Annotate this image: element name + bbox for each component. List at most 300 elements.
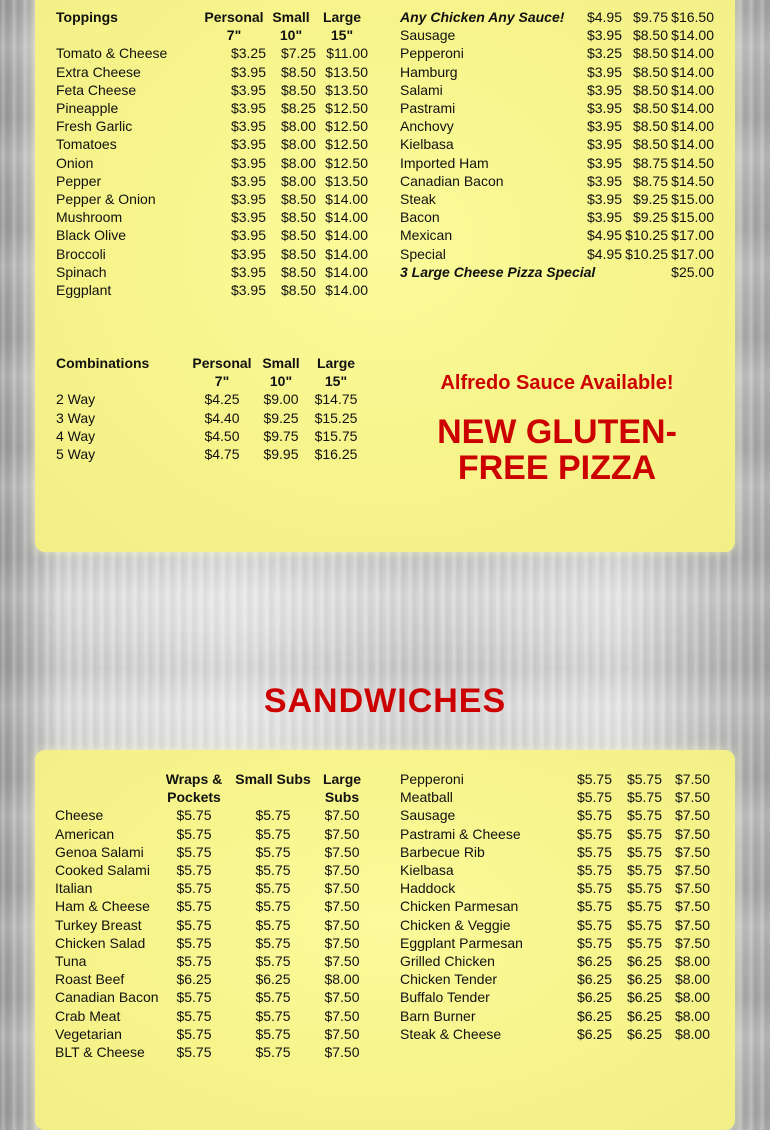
item-name: BLT & Cheese bbox=[55, 1044, 145, 1061]
item-price: $6.25 bbox=[626, 989, 662, 1006]
item-name: American bbox=[55, 825, 115, 842]
item-name: Imported Ham bbox=[400, 154, 489, 171]
menu-row bbox=[56, 99, 368, 117]
menu-row bbox=[55, 988, 365, 1006]
item-name: Mexican bbox=[400, 227, 453, 244]
item-price: $14.00 bbox=[671, 118, 714, 135]
menu-row bbox=[400, 916, 710, 934]
item-name: Salami bbox=[400, 81, 443, 98]
item-price: $6.25 bbox=[626, 1025, 662, 1042]
item-price: $7.50 bbox=[674, 862, 710, 879]
menu-row bbox=[56, 409, 364, 427]
item-name: Mushroom bbox=[56, 209, 123, 226]
item-price: $10.25 bbox=[625, 245, 668, 262]
item-name: Haddock bbox=[400, 880, 456, 897]
menu-row bbox=[400, 1025, 710, 1043]
item-price: $14.00 bbox=[325, 245, 368, 262]
item-price: $3.95 bbox=[586, 100, 622, 117]
item-price: $3.95 bbox=[230, 63, 266, 80]
item-price: $8.50 bbox=[632, 27, 668, 44]
item-price: $8.50 bbox=[632, 63, 668, 80]
item-price: $7.50 bbox=[324, 898, 360, 915]
item-price: $8.50 bbox=[280, 263, 316, 280]
item-price: $7.50 bbox=[674, 825, 710, 842]
item-price: $3.95 bbox=[230, 81, 266, 98]
toppings-header-row bbox=[56, 8, 368, 44]
item-price: $4.95 bbox=[586, 245, 622, 262]
item-price: $14.00 bbox=[671, 136, 714, 153]
menu-row bbox=[56, 245, 368, 263]
menu-row bbox=[55, 806, 365, 824]
item-name: Pastrami & Cheese bbox=[400, 825, 521, 842]
item-price: $9.25 bbox=[632, 209, 668, 226]
item-price: $5.75 bbox=[255, 1007, 291, 1024]
item-price: $7.50 bbox=[674, 934, 710, 951]
cheese-special-row bbox=[400, 263, 714, 281]
item-price: $5.75 bbox=[176, 843, 212, 860]
item-name: Barn Burner bbox=[400, 1007, 476, 1024]
sandwiches-table-right bbox=[400, 770, 710, 1043]
menu-row bbox=[400, 843, 710, 861]
item-price: $5.75 bbox=[255, 934, 291, 951]
item-price: $4.50 bbox=[204, 427, 240, 444]
item-name: Black Olive bbox=[56, 227, 127, 244]
menu-row bbox=[55, 897, 365, 915]
item-price: $5.75 bbox=[255, 807, 291, 824]
item-price: $8.75 bbox=[632, 172, 668, 189]
item-name: Bacon bbox=[400, 209, 440, 226]
menu-row bbox=[400, 988, 710, 1006]
item-price: $5.75 bbox=[255, 1025, 291, 1042]
personal-header: Personal 7" bbox=[204, 9, 264, 44]
item-price: $9.95 bbox=[263, 446, 299, 463]
item-price: $5.75 bbox=[255, 825, 291, 842]
sandwich-header-row bbox=[55, 770, 365, 806]
item-price: $5.75 bbox=[626, 771, 662, 787]
menu-row bbox=[55, 843, 365, 861]
item-name: Tuna bbox=[55, 953, 87, 970]
item-price: $7.50 bbox=[324, 1025, 360, 1042]
item-price: $8.25 bbox=[280, 100, 316, 117]
item-price: $15.25 bbox=[314, 409, 358, 426]
menu-row bbox=[56, 226, 368, 244]
item-name: Kielbasa bbox=[400, 862, 454, 879]
menu-row bbox=[400, 897, 710, 915]
item-price: $5.75 bbox=[176, 934, 212, 951]
item-price: $8.50 bbox=[632, 45, 668, 62]
item-price: $5.75 bbox=[176, 1007, 212, 1024]
item-price: $12.50 bbox=[325, 154, 368, 171]
item-name: Anchovy bbox=[400, 118, 454, 135]
item-price: $5.75 bbox=[576, 898, 612, 915]
gluten-free-notice: NEW GLUTEN-FREE PIZZA bbox=[437, 413, 677, 487]
item-price: $7.50 bbox=[674, 771, 710, 787]
item-price: $5.75 bbox=[576, 880, 612, 897]
item-price: $14.00 bbox=[671, 81, 714, 98]
item-name: Barbecue Rib bbox=[400, 843, 485, 860]
item-name: Pepper bbox=[56, 172, 102, 189]
item-name: Pepper & Onion bbox=[56, 191, 156, 208]
menu-row bbox=[400, 135, 714, 153]
cheese-special-label: 3 Large Cheese Pizza Special bbox=[400, 263, 596, 280]
item-price: $7.50 bbox=[674, 843, 710, 860]
item-price: $5.75 bbox=[626, 934, 662, 951]
item-price: $8.00 bbox=[280, 172, 316, 189]
item-name: 5 Way bbox=[56, 446, 96, 463]
item-price: $3.25 bbox=[230, 45, 266, 62]
item-price: $8.00 bbox=[280, 136, 316, 153]
item-price: $5.75 bbox=[255, 862, 291, 879]
item-price: $5.75 bbox=[576, 807, 612, 824]
item-name: 3 Way bbox=[56, 409, 96, 426]
large-subs-header: Large Subs bbox=[322, 771, 362, 806]
item-price: $7.50 bbox=[324, 916, 360, 933]
item-price: $7.50 bbox=[324, 880, 360, 897]
item-price: $8.00 bbox=[674, 989, 710, 1006]
small-header: Small 10" bbox=[262, 355, 300, 390]
menu-row bbox=[55, 970, 365, 988]
item-price: $5.75 bbox=[576, 789, 612, 806]
item-name: Canadian Bacon bbox=[55, 989, 159, 1006]
item-name: Steak & Cheese bbox=[400, 1025, 502, 1042]
item-name: Onion bbox=[56, 154, 94, 171]
item-price: $5.75 bbox=[626, 807, 662, 824]
item-name: Roast Beef bbox=[55, 971, 125, 988]
item-name: Cooked Salami bbox=[55, 862, 150, 879]
menu-row bbox=[55, 861, 365, 879]
item-price: $6.25 bbox=[626, 971, 662, 988]
item-price: $5.75 bbox=[255, 989, 291, 1006]
item-price: $14.50 bbox=[671, 172, 714, 189]
item-price: $8.50 bbox=[280, 63, 316, 80]
item-price: $5.75 bbox=[576, 934, 612, 951]
item-price: $9.75 bbox=[632, 9, 668, 25]
item-price: $3.95 bbox=[230, 191, 266, 208]
item-price: $16.50 bbox=[671, 9, 714, 25]
menu-row bbox=[400, 172, 714, 190]
item-price: $14.50 bbox=[671, 154, 714, 171]
item-name: Spinach bbox=[56, 263, 107, 280]
item-name: Cheese bbox=[55, 807, 104, 824]
item-price: $14.00 bbox=[671, 27, 714, 44]
item-price: $7.50 bbox=[324, 862, 360, 879]
item-price: $5.75 bbox=[176, 880, 212, 897]
menu-row bbox=[400, 788, 710, 806]
item-price: $7.50 bbox=[674, 807, 710, 824]
item-price: $10.25 bbox=[625, 227, 668, 244]
menu-row bbox=[400, 190, 714, 208]
item-price: $4.95 bbox=[586, 227, 622, 244]
small-subs-header: Small Subs bbox=[235, 771, 311, 787]
item-price: $8.50 bbox=[632, 81, 668, 98]
menu-row bbox=[56, 117, 368, 135]
menu-row bbox=[400, 99, 714, 117]
menu-row bbox=[400, 825, 710, 843]
item-name: Steak bbox=[400, 191, 436, 208]
item-price: $16.25 bbox=[314, 446, 358, 463]
small-header: Small 10" bbox=[272, 9, 310, 44]
item-price: $7.50 bbox=[674, 789, 710, 806]
item-price: $7.50 bbox=[324, 807, 360, 824]
item-name: 4 Way bbox=[56, 427, 96, 444]
menu-row bbox=[56, 63, 368, 81]
item-price: $5.75 bbox=[255, 898, 291, 915]
item-price: $6.25 bbox=[576, 1007, 612, 1024]
item-price: $5.75 bbox=[255, 916, 291, 933]
item-price: $3.95 bbox=[586, 81, 622, 98]
item-price: $7.50 bbox=[324, 1044, 360, 1061]
menu-row bbox=[56, 263, 368, 281]
item-price: $3.95 bbox=[230, 172, 266, 189]
item-price: $14.00 bbox=[325, 227, 368, 244]
item-price: $3.95 bbox=[586, 27, 622, 44]
item-price: $3.95 bbox=[230, 154, 266, 171]
item-price: $8.50 bbox=[280, 81, 316, 98]
menu-row bbox=[400, 245, 714, 263]
menu-row bbox=[56, 172, 368, 190]
item-price: $6.25 bbox=[576, 971, 612, 988]
menu-row bbox=[400, 26, 714, 44]
item-price: $5.75 bbox=[626, 916, 662, 933]
item-price: $9.25 bbox=[263, 409, 299, 426]
item-price: $14.00 bbox=[325, 282, 368, 299]
menu-row bbox=[55, 916, 365, 934]
item-price: $6.25 bbox=[626, 1007, 662, 1024]
item-price: $7.50 bbox=[324, 843, 360, 860]
item-price: $9.75 bbox=[263, 427, 299, 444]
item-name: Pepperoni bbox=[400, 45, 464, 62]
menu-row bbox=[400, 861, 710, 879]
item-price: $15.75 bbox=[314, 427, 358, 444]
item-name: Crab Meat bbox=[55, 1007, 121, 1024]
item-price: $8.50 bbox=[280, 227, 316, 244]
item-price: $5.75 bbox=[176, 862, 212, 879]
item-price: $5.75 bbox=[576, 862, 612, 879]
item-price: $5.75 bbox=[176, 898, 212, 915]
item-name: Pastrami bbox=[400, 100, 456, 117]
item-price: $3.95 bbox=[230, 263, 266, 280]
item-price: $3.95 bbox=[230, 136, 266, 153]
item-price: $5.75 bbox=[626, 898, 662, 915]
menu-row bbox=[400, 63, 714, 81]
item-price: $9.00 bbox=[263, 391, 299, 408]
item-name: Meatball bbox=[400, 789, 453, 806]
item-name: Sausage bbox=[400, 27, 456, 44]
item-price: $4.75 bbox=[204, 446, 240, 463]
menu-row bbox=[56, 154, 368, 172]
item-price: $5.75 bbox=[255, 1044, 291, 1061]
item-name: Chicken Salad bbox=[55, 934, 146, 951]
item-price: $8.50 bbox=[632, 118, 668, 135]
item-name: Buffalo Tender bbox=[400, 989, 490, 1006]
item-name: Pepperoni bbox=[400, 771, 464, 787]
item-price: $3.95 bbox=[230, 227, 266, 244]
item-price: $5.75 bbox=[176, 825, 212, 842]
item-price: $3.95 bbox=[230, 209, 266, 226]
item-price: $14.00 bbox=[325, 209, 368, 226]
item-price: $3.95 bbox=[230, 282, 266, 299]
item-price: $4.95 bbox=[586, 9, 622, 25]
item-price: $17.00 bbox=[671, 245, 714, 262]
sandwiches-table-left bbox=[55, 770, 365, 1061]
item-price: $5.75 bbox=[626, 862, 662, 879]
any-chicken-label: Any Chicken Any Sauce! bbox=[400, 9, 565, 25]
item-price: $5.75 bbox=[255, 843, 291, 860]
menu-row bbox=[400, 208, 714, 226]
item-price: $7.25 bbox=[280, 45, 316, 62]
item-price: $6.25 bbox=[576, 989, 612, 1006]
wraps-header: Wraps & Pockets bbox=[165, 771, 223, 806]
item-price: $8.50 bbox=[632, 100, 668, 117]
item-price: $5.75 bbox=[626, 880, 662, 897]
item-name: Canadian Bacon bbox=[400, 172, 504, 189]
item-price: $8.50 bbox=[280, 191, 316, 208]
item-name: Hamburg bbox=[400, 63, 458, 80]
item-name: Genoa Salami bbox=[55, 843, 144, 860]
menu-row bbox=[55, 1025, 365, 1043]
item-price: $5.75 bbox=[576, 825, 612, 842]
item-price: $14.00 bbox=[671, 63, 714, 80]
item-price: $13.50 bbox=[325, 63, 368, 80]
item-price: $8.00 bbox=[324, 971, 360, 988]
item-price: $9.25 bbox=[632, 191, 668, 208]
item-price: $5.75 bbox=[626, 843, 662, 860]
item-name: Feta Cheese bbox=[56, 81, 137, 98]
item-price: $8.50 bbox=[280, 245, 316, 262]
item-name: Turkey Breast bbox=[55, 916, 142, 933]
menu-row bbox=[400, 952, 710, 970]
menu-row bbox=[56, 190, 368, 208]
item-price: $7.50 bbox=[324, 953, 360, 970]
large-header: Large 15" bbox=[316, 355, 356, 390]
item-name: Extra Cheese bbox=[56, 63, 141, 80]
menu-row bbox=[400, 81, 714, 99]
item-price: $3.95 bbox=[586, 191, 622, 208]
item-price: $14.00 bbox=[671, 45, 714, 62]
item-price: $3.95 bbox=[586, 209, 622, 226]
item-name: Chicken & Veggie bbox=[400, 916, 511, 933]
item-name: Sausage bbox=[400, 807, 456, 824]
item-name: Fresh Garlic bbox=[56, 118, 133, 135]
item-price: $5.75 bbox=[255, 880, 291, 897]
item-price: $7.50 bbox=[324, 934, 360, 951]
item-name: Pineapple bbox=[56, 100, 119, 117]
item-price: $5.75 bbox=[576, 843, 612, 860]
menu-row bbox=[55, 879, 365, 897]
menu-row bbox=[55, 1007, 365, 1025]
item-price: $15.00 bbox=[671, 191, 714, 208]
item-price: $5.75 bbox=[176, 1025, 212, 1042]
item-price: $13.50 bbox=[325, 81, 368, 98]
item-name: Chicken Parmesan bbox=[400, 898, 519, 915]
item-price: $5.75 bbox=[576, 771, 612, 787]
item-name: Vegetarian bbox=[55, 1025, 122, 1042]
item-price: $3.95 bbox=[230, 100, 266, 117]
menu-row bbox=[56, 44, 368, 62]
menu-row bbox=[56, 81, 368, 99]
item-price: $5.75 bbox=[176, 807, 212, 824]
menu-row bbox=[56, 427, 364, 445]
item-price: $6.25 bbox=[176, 971, 212, 988]
item-price: $3.95 bbox=[230, 118, 266, 135]
item-price: $5.75 bbox=[255, 953, 291, 970]
large-header: Large 15" bbox=[322, 9, 362, 44]
menu-row bbox=[56, 390, 364, 408]
item-price: $7.50 bbox=[324, 989, 360, 1006]
item-price: $7.50 bbox=[324, 825, 360, 842]
item-price: $6.25 bbox=[255, 971, 291, 988]
item-price: $14.00 bbox=[671, 100, 714, 117]
item-name: Kielbasa bbox=[400, 136, 454, 153]
item-price: $6.25 bbox=[576, 953, 612, 970]
item-price: $7.50 bbox=[674, 898, 710, 915]
menu-row bbox=[400, 117, 714, 135]
item-price: $8.00 bbox=[674, 971, 710, 988]
menu-row bbox=[55, 825, 365, 843]
item-price: $3.95 bbox=[586, 172, 622, 189]
item-name: Italian bbox=[55, 880, 93, 897]
item-price: $12.50 bbox=[325, 100, 368, 117]
item-price: $8.75 bbox=[632, 154, 668, 171]
item-price: $8.50 bbox=[632, 136, 668, 153]
item-price: $7.50 bbox=[324, 1007, 360, 1024]
item-name: 2 Way bbox=[56, 391, 96, 408]
item-price: $6.25 bbox=[626, 953, 662, 970]
menu-row bbox=[55, 934, 365, 952]
item-price: $8.00 bbox=[674, 1007, 710, 1024]
item-price: $5.75 bbox=[176, 953, 212, 970]
alfredo-notice: Alfredo Sauce Available! bbox=[440, 372, 674, 394]
item-price: $8.00 bbox=[674, 953, 710, 970]
item-price: $8.00 bbox=[674, 1025, 710, 1042]
menu-row bbox=[400, 934, 710, 952]
menu-row bbox=[400, 8, 714, 26]
item-price: $4.40 bbox=[204, 409, 240, 426]
item-price: $3.95 bbox=[230, 245, 266, 262]
combinations-header: Combinations bbox=[56, 355, 150, 371]
item-price: $8.50 bbox=[280, 282, 316, 299]
item-price: $5.75 bbox=[176, 916, 212, 933]
item-price: $3.25 bbox=[586, 45, 622, 62]
menu-row bbox=[400, 970, 710, 988]
sandwiches-title: SANDWICHES bbox=[263, 682, 507, 720]
menu-row bbox=[400, 154, 714, 172]
cheese-special-price: $25.00 bbox=[671, 263, 714, 280]
item-price: $3.95 bbox=[586, 118, 622, 135]
menu-row bbox=[400, 806, 710, 824]
menu-row bbox=[400, 1007, 710, 1025]
menu-row bbox=[400, 879, 710, 897]
item-price: $3.95 bbox=[586, 154, 622, 171]
menu-row bbox=[55, 1043, 365, 1061]
menu-row bbox=[400, 226, 714, 244]
item-price: $8.00 bbox=[280, 118, 316, 135]
item-name: Grilled Chicken bbox=[400, 953, 495, 970]
item-name: Eggplant bbox=[56, 282, 112, 299]
item-name: Special bbox=[400, 245, 446, 262]
item-price: $4.25 bbox=[204, 391, 240, 408]
item-price: $5.75 bbox=[626, 825, 662, 842]
combinations-header-row bbox=[56, 354, 364, 390]
item-price: $3.95 bbox=[586, 63, 622, 80]
menu-row bbox=[56, 208, 368, 226]
menu-row bbox=[56, 135, 368, 153]
item-price: $14.75 bbox=[314, 391, 358, 408]
item-price: $5.75 bbox=[576, 916, 612, 933]
item-name: Tomato & Cheese bbox=[56, 45, 168, 62]
toppings-header: Toppings bbox=[56, 9, 118, 25]
specialty-table bbox=[400, 8, 714, 281]
